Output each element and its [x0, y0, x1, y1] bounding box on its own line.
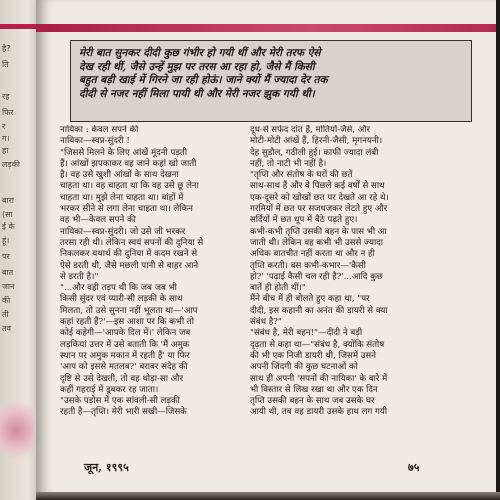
margin-fragment: ति — [2, 60, 9, 69]
margin-fragment: ती — [2, 310, 9, 319]
margin-fragment: लड़की — [2, 160, 20, 169]
margin-fragment: ग। — [2, 134, 10, 143]
text-column-right: दूध-से सफेद दांत हैं, मोतियों-जैसे, और मोटी-मोटी आंखें हैं, हिरनी-जैसी, मृगनयनी। देह सुडौल, गठीली हुई। काफी ज्यादा लंबी नहीं, तो नाटी भी नहीं है। "तृप्ति और संतोष के घरों की छतें साथ-साथ हैं और वे पिछले कई वर्षों से साथ एक-दूसरे को खोखों छत पर देखते आ रहे थे। गरमियों में छत पर सजधजकर लेटते हुए और सर्दियों में छत धूप में बैठे पढ़ते हुए। कभी-कभी तृप्ति उसकी बहन के पास भी आ जाती थी। लेकिन वह कभी भी उससे ज्यादा अधिक बातचीत नहीं करता था और न ही तृप्ति करती। बस कभी-कभार—'कैसी हो?' 'पढ़ाई कैसी चल रही है?'...आदि कुछ बातें ही होती थीं।" मैंने बीच में ही बोलते हुए कहा था, "पर दीदी, इस कहानी का अनंत की डायरी से क्या संबंध है?" "संबंध है, मेरी बहन!"—दीदी ने बड़ी दृढ़ता से कहा था—"संबंध है, क्योंकि संतोष की भी एक निजी डायरी थी, जिसमें उसने अपनी जिंदगी की कुछ घटनाओं को साथ ही अपनी 'सपनों की नायिका' के बारे में भी विस्तार से लिख रखा था और एक दिन तृप्ति उसकी बहन के साथ जब उसके घर आयी थी, तब वह डायरी उसके हाथ लग गयी — [250, 125, 389, 418]
magazine-page — [36, 0, 496, 496]
text-column-left: नायिका : केवल सपने की नायिका—स्वप्न-सुंदरी ! "जिससे मिलने के लिए आंखें मूंदनी पड़ती हैं। आंखों झपकाकर वह जाने कहां खो जाती है। वह उसे खुशी आंखों के साथ देखना चाहता था। वह चाहता था कि वह उसे छू लेना चाहता था। मुझे लेना चाहता था। बांहों में भरकर सीने से लगा लेना चाहता था। लेकिन वह भी—केवल सपने की नायिका—स्वप्न-सुंदरी। जो उसे जी भरकर तरसा रही थी। लेकिन स्वयं सपनों की दुनिया से निकलकर यथार्थ की दुनिया में कदम रखने से ऐसे डरती थी, जैसे मछली पानी से बाहर आने से डरती है।" "...और वही तड़प थी कि जब जब भी किसी सुंदर एवं प्यारी-सी लड़की के साथ मिलता, तो उसे सुनना नहीं भूलता था—'आप कहां रहती हैं?'—इस आशा पर कि कभी तो कोई कहेगी—'आपके दिल में।' लेकिन जब लड़कियां उत्तर में उसे बताती कि 'मैं अमुक स्थान पर अमुक मकान में रहती हैं' या फिर 'आप को इससे मतलब?' बराबर संदेह की दृष्टि से उसे देखती, तो वह थोड़ा-सा और कहीं गहराई में डूबकर रह जाता। "उसके पड़ोस में एक सांवली-सी लड़की रहती है—तृप्ति। मेरी भारी सखी—जिसके — [60, 125, 204, 418]
pink-stain — [0, 395, 40, 465]
top-color-stripe — [36, 24, 496, 32]
margin-fragment: बारा — [2, 196, 14, 205]
page-bottom-shadow — [36, 492, 500, 500]
margin-fragment: तव — [2, 324, 12, 333]
margin-fragment: रह — [2, 92, 10, 101]
margin-fragment: हा — [2, 146, 9, 155]
margin-fragment: (सा — [2, 210, 13, 219]
margin-fragment: हूं। — [2, 236, 10, 245]
margin-fragment: फिर — [2, 108, 14, 117]
margin-fragment: ई के — [2, 222, 15, 231]
margin-fragment: है? — [2, 44, 11, 53]
issue-date: जून, १९९५ — [84, 461, 129, 474]
margin-fragment: पर — [2, 252, 10, 261]
margin-fragment: की — [2, 296, 11, 305]
margin-fragment: जान — [2, 282, 15, 291]
pull-quote-text: मेरी बात सुनकर दीदी कुछ गंभीर हो गयी थीं और मेरी तरफ ऐसे देख रही थीं, जैसे उन्हें मुझ पर तरस आ रहा हो, जैसे मैं किसी बहुत बड़ी खाई में गिरने जा रही होऊं। जाने क्यों मैं ज्यादा देर तक दीदी से नजर नहीं मिला पायी थी और मेरी नजर झुक गयी थी। — [79, 47, 328, 100]
pull-quote-box — [70, 40, 472, 122]
margin-fragment: र — [2, 122, 6, 131]
facing-page-edge — [0, 0, 40, 500]
facing-page-stripe — [0, 24, 40, 29]
page-number: ७५ — [408, 461, 420, 474]
margin-fragment: बात — [2, 268, 14, 277]
